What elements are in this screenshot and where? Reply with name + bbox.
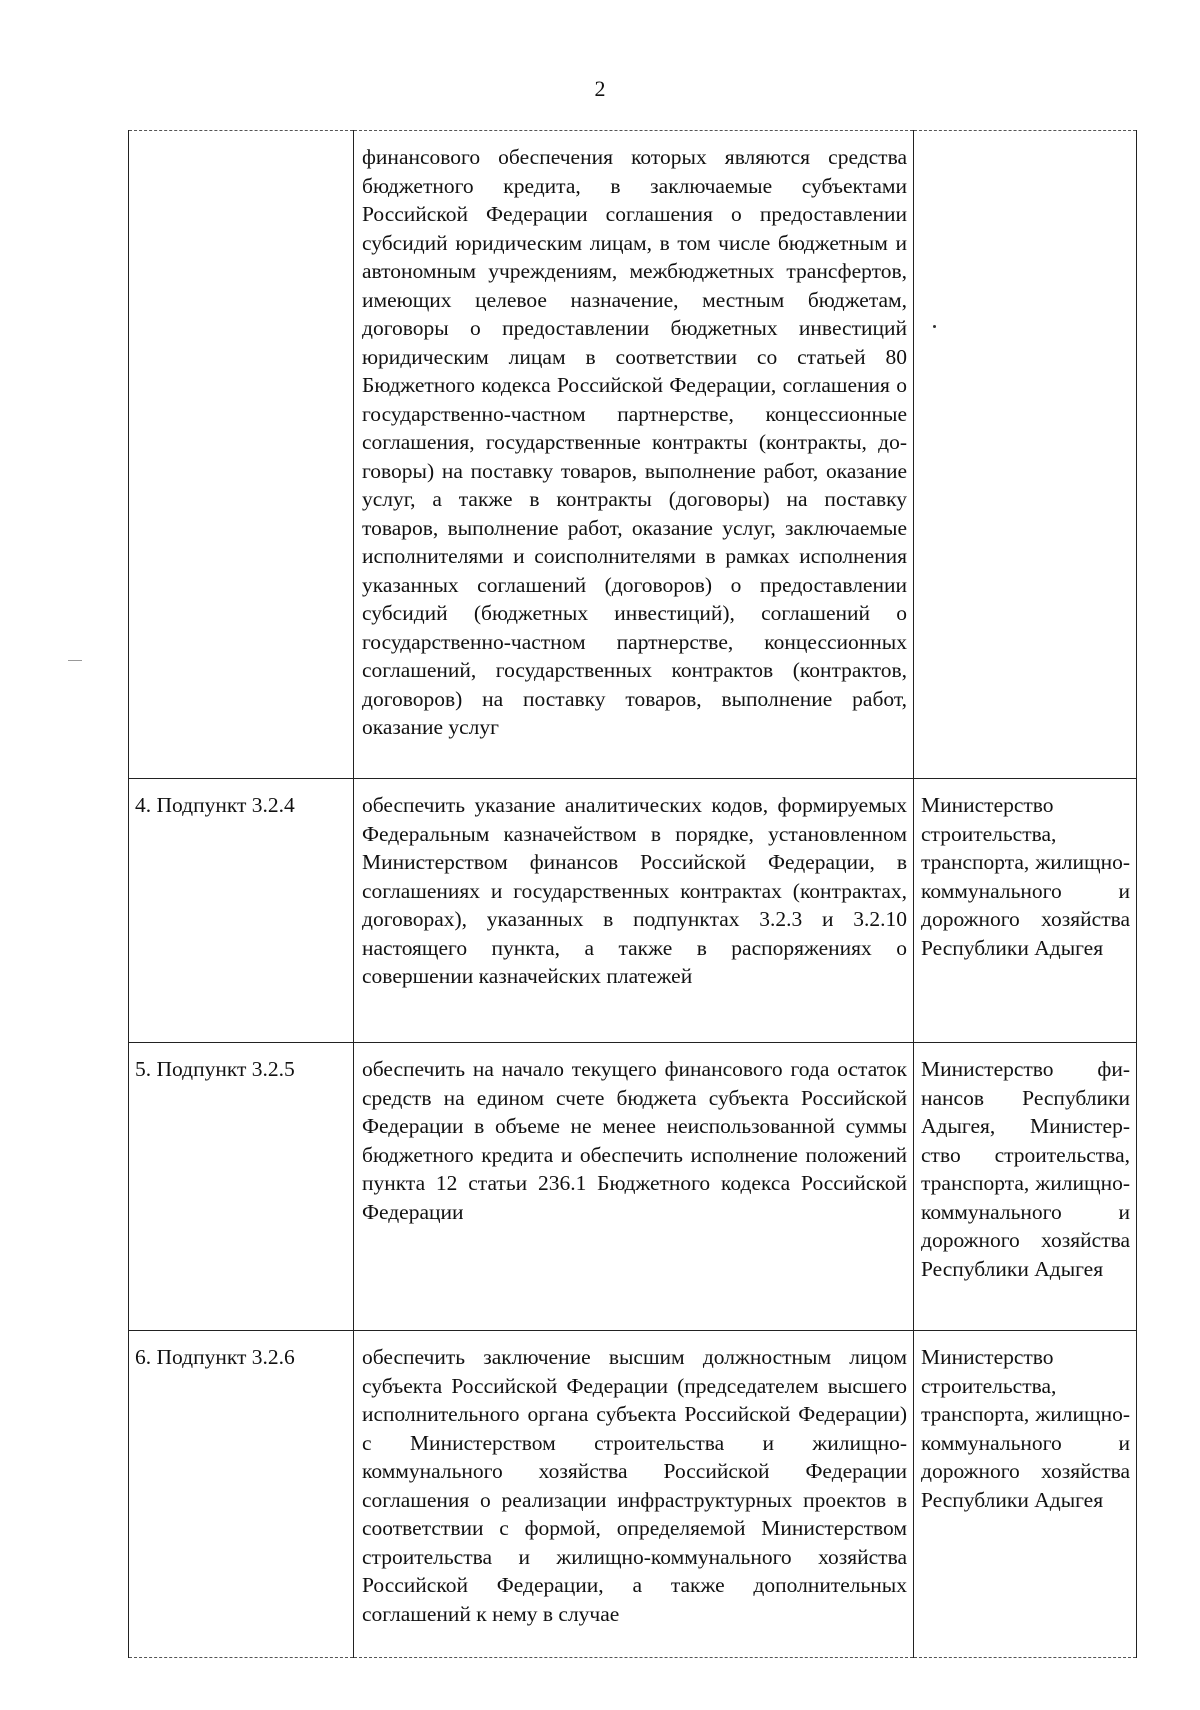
responsible-cell: Министерство финансов Республики Адыгея, Министерство строительства, транспорта, жилищно-коммунального и дорожного хозяйства Республики Адыгея — [914, 1043, 1137, 1331]
measure-text-cell: обеспечить на начало текущего финансового года остаток средств на едином счете бюджета субъекта Российской Федерации в объеме не менее неиспользованной суммы бюджетного кредита и обеспечить исполнение положений пункта 12 статьи 236.1 Бюджетного кодекса Российской Федерации — [354, 1043, 914, 1331]
margin-mark — [68, 660, 82, 661]
table-row — [129, 131, 1137, 779]
item-cell: 5. Подпункт 3.2.5 — [129, 1043, 354, 1331]
page-number: 2 — [594, 76, 606, 101]
table-row — [129, 1043, 1137, 1331]
measures-table — [128, 130, 1137, 1658]
measure-text-cell: обеспечить заключение высшим должностным лицом субъекта Российской Федерации (председателем высшего исполнительного органа субъекта Российской Федерации) с Министерством строительства и жилищно-коммунального хозяйства Российской Федерации соглашения о реализации инфраструктурных проектов в соответствии с формой, определяемой Министерством строительства и жилищно-коммунального хозяйства Российской Федерации, а также дополнительных соглашений к нему в случае — [354, 1331, 914, 1658]
item-cell: 6. Подпункт 3.2.6 — [129, 1331, 354, 1658]
table-row — [129, 1331, 1137, 1658]
measure-text-cell: обеспечить указание аналитических кодов, формируемых Федеральным казначейством в порядке, установленном Министерством финансов Российской Федерации, в соглашениях и государственных контрактах (контрактах, договорах), указанных в подпунктах 3.2.3 и 3.2.10 настоящего пункта, а также в распоряжениях о совершении казначейских платежей — [354, 779, 914, 1043]
responsible-cell: Министерство строительства, транспорта, жилищно-коммунального и дорожного хозяйства Республики Адыгея — [914, 1331, 1137, 1658]
table-row — [129, 779, 1137, 1043]
item-cell: 4. Подпункт 3.2.4 — [129, 779, 354, 1043]
responsible-cell — [914, 131, 1137, 779]
item-cell — [129, 131, 354, 779]
scan-speck — [933, 325, 936, 328]
measure-text-cell: финансового обеспечения которых являются средства бюджетного кредита, в заключаемые субъектами Российской Федерации соглашения о предоставлении субсидий юридическим лицам, в том числе бюджетным и автономным учреждениям, межбюджетных трансфертов, имеющих целевое назначение, местным бюджетам, договоры о предоставлении бюджетных инвестиций юридическим лицам в соответствии со статьей 80 Бюджетного кодекса Российской Федерации, соглашения о государственно-частном партнерстве, концессионные соглашения, государственные контракты (контракты, договоры) на поставку товаров, выполнение работ, оказание услуг, а также в контракты (договоры) на поставку товаров, выполнение работ, оказание услуг, заключаемые исполнителями и соисполнителями в рамках исполнения указанных соглашений (договоров) о предоставлении субсидий (бюджетных инвестиций), соглашений о государственно-частном партнерстве, концессионных соглашений, государственных контрактов (контрактов, договоров) на поставку товаров, выполнение работ, оказание услуг — [354, 131, 914, 779]
responsible-cell: Министерство строительства, транспорта, жилищно-коммунального и дорожного хозяйства Республики Адыгея — [914, 779, 1137, 1043]
